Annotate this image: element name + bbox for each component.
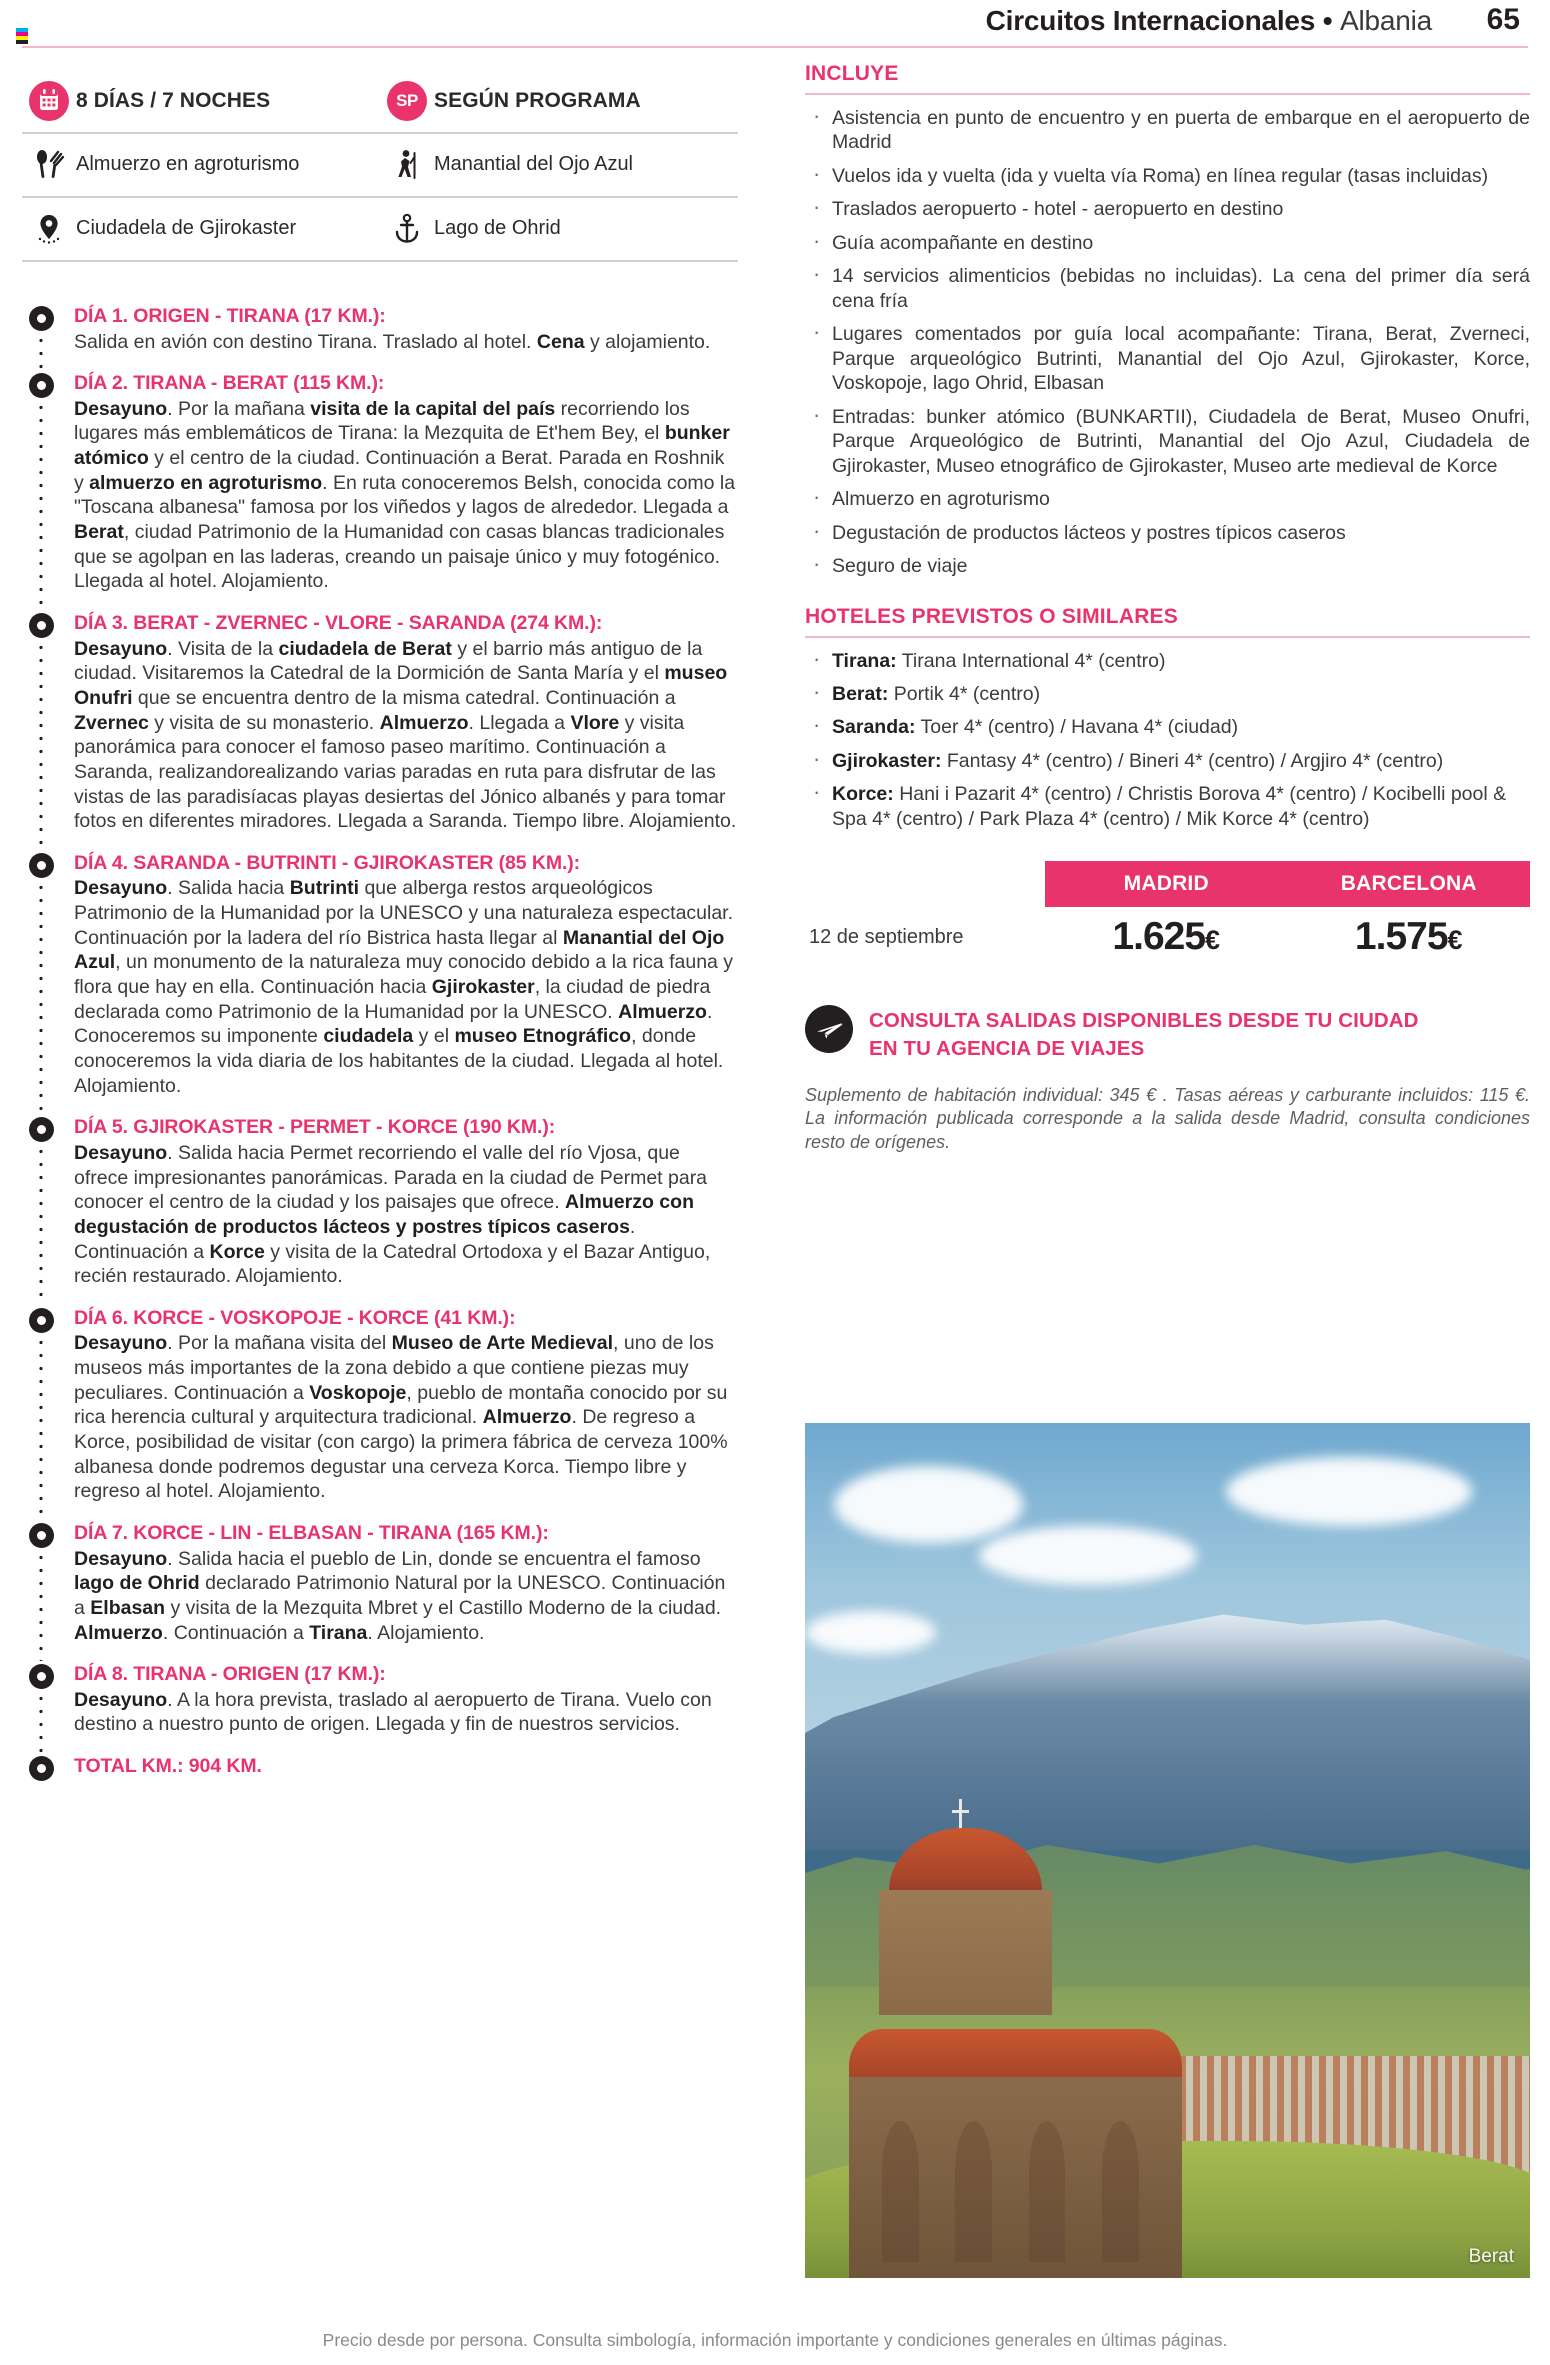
feature-label: SEGÚN PROGRAMA	[434, 88, 641, 112]
price-barcelona	[1288, 915, 1531, 959]
cloud-shape	[979, 1526, 1197, 1586]
hoteles-divider	[805, 636, 1530, 638]
table-row	[805, 915, 1530, 959]
header-divider	[22, 46, 1528, 48]
consulta-line-1: CONSULTA SALIDAS DISPONIBLES DESDE TU CIUDAD	[869, 1009, 1419, 1033]
header-title	[986, 5, 1432, 37]
day-title: DÍA 1. ORIGEN - TIRANA (17 KM.):	[74, 305, 386, 327]
day-connector	[39, 1692, 43, 1753]
day-marker-icon	[29, 1523, 54, 1548]
list-item	[805, 749, 1530, 773]
hotel-detail: Tirana International 4* (centro)	[896, 649, 1166, 672]
hotel-detail: Hani i Pazarit 4* (centro) / Christis Borova 4* (centro) / Kocibelli pool & Spa 4* (centro) / Park Plaza 4* (centro) / Mik Korce 4* (centro)	[832, 783, 1507, 830]
feature-divider	[22, 260, 738, 262]
hotel-detail: Portik 4* (centro)	[888, 682, 1041, 705]
price-value: 1.625	[1112, 915, 1206, 959]
day-title: DÍA 3. BERAT - ZVERNEC - VLORE - SARANDA (274 KM.):	[74, 612, 603, 635]
destination-photo	[805, 1423, 1530, 2278]
page-header	[0, 0, 1550, 60]
day-title: DÍA 6. KORCE - VOSKOPOJE - KORCE (41 KM.):	[74, 1306, 516, 1329]
list-item: · Vuelos ida y vuelta (ida y vuelta vía Roma) en línea regular (tasas incluidas)	[805, 164, 1530, 188]
feature-duration	[22, 70, 380, 132]
church-arch	[1029, 2121, 1066, 2262]
itinerary-day	[22, 1115, 738, 1289]
list-item: · Degustación de productos lácteos y postres típicos caseros	[805, 521, 1530, 545]
price-table-header	[805, 861, 1530, 907]
church-arch	[1102, 2121, 1139, 2262]
legal-note: Suplemento de habitación individual: 345 € . Tasas aéreas y carburante incluidos: 115 €. La información publicada corresponde a la salida desde Madrid, consulta condiciones resto de orígenes.	[805, 1084, 1530, 1152]
hoteles-section	[805, 605, 1530, 832]
total-km-label: TOTAL KM.: 904 KM.	[74, 1755, 262, 1778]
price-value: 1.575	[1354, 915, 1448, 959]
feature-row	[22, 198, 738, 260]
calendar-icon	[22, 81, 76, 121]
day-marker-icon	[29, 306, 54, 331]
day-body: Desayuno. Salida hacia Butrinti que alberga restos arqueológicos Patrimonio de la Humanidad por la UNESCO y una naturaleza espectacular. Continuación por la ladera del río Bistrica hasta llegar al Manantial del Ojo Azul, un monumento de la naturaleza muy conocido debido a la rica fauna y flora que hay en ella. Continuación hacia Gjirokaster, la ciudad de piedra declarada como Patrimonio de la Humanidad por la UNESCO. Almuerzo. Conoceremos su imponente ciudadela y el museo Etnográfico, donde conoceremos la vida diaria de los habitantes de la ciudad. Llegada al hotel. Alojamiento.	[74, 877, 734, 1097]
color-registration-marks	[16, 28, 28, 44]
hotel-detail: Toer 4* (centro) / Havana 4* (ciudad)	[915, 716, 1239, 739]
hotel-detail: Fantasy 4* (centro) / Bineri 4* (centro) / Argjiro 4* (centro)	[941, 749, 1444, 772]
hotel-city: Saranda:	[832, 716, 916, 739]
photo-church	[849, 1799, 1183, 2278]
feature-citadel	[22, 198, 380, 260]
itinerary-day	[22, 1521, 738, 1645]
day-body: Desayuno. Salida hacia Permet recorriendo el valle del río Vjosa, que ofrece impresionantes panorámicas. Parada en la ciudad de Permet para conocer el centro de la ciudad y los paisajes que ofrece. Almuerzo con degustación de productos lácteos y postres típicos caseros. Continuación a Korce y visita de la Catedral Ortodoxa y el Bazar Antiguo, recién restaurado. Alojamiento.	[74, 1141, 711, 1288]
list-item: · Traslados aeropuerto - hotel - aeropuerto en destino	[805, 197, 1530, 221]
hiker-icon	[380, 148, 434, 182]
itinerary-day	[22, 371, 738, 594]
hoteles-list	[805, 649, 1530, 832]
itinerary-list	[22, 304, 738, 1779]
total-marker-icon	[29, 1756, 54, 1781]
day-body: Salida en avión con destino Tirana. Traslado al hotel. Cena y alojamiento.	[74, 330, 711, 353]
church-body	[849, 2077, 1183, 2278]
feature-row	[22, 70, 738, 132]
day-marker-icon	[29, 1117, 54, 1142]
incluye-list	[805, 106, 1530, 579]
feature-spring	[380, 134, 738, 196]
feature-grid	[22, 70, 738, 262]
list-item	[805, 715, 1530, 739]
hotel-city: Gjirokaster:	[832, 749, 942, 772]
price-column-barcelona: BARCELONA	[1288, 861, 1531, 907]
price-column-madrid: MADRID	[1045, 861, 1288, 907]
day-marker-icon	[29, 1664, 54, 1689]
list-item: · Seguro de viaje	[805, 554, 1530, 578]
day-connector	[39, 1336, 43, 1520]
cloud-shape	[1226, 1457, 1473, 1525]
currency-symbol: €	[1447, 925, 1463, 956]
right-column	[805, 62, 1530, 1154]
hotel-city: Berat:	[832, 682, 889, 705]
header-title-destination: Albania	[1339, 5, 1432, 36]
hotel-city: Korce:	[832, 783, 894, 806]
list-item	[805, 682, 1530, 706]
page-footer: Precio desde por persona. Consulta simbología, información importante y condiciones generales en últimas páginas.	[322, 2330, 1228, 2350]
church-dome	[889, 1828, 1042, 1900]
church-arch	[955, 2121, 992, 2262]
header-title-bold: Circuitos Internacionales	[985, 5, 1316, 36]
day-title: DÍA 4. SARANDA - BUTRINTI - GJIROKASTER (85 KM.):	[74, 851, 581, 874]
list-item: · Lugares comentados por guía local acompañante: Tirana, Berat, Zverneci, Parque arqueológico Butrinti, Manantial del Ojo Azul, Gjirokaster, Korce, Voskopoje, lago Ohrid, Elbasan	[805, 322, 1530, 395]
church-drum	[879, 1890, 1052, 2014]
cloud-shape	[805, 1611, 936, 1654]
itinerary-day	[22, 1306, 738, 1504]
incluye-heading: INCLUYE	[805, 62, 899, 85]
list-item	[805, 649, 1530, 673]
incluye-divider	[805, 93, 1530, 95]
consulta-line-2: EN TU AGENCIA DE VIAJES	[869, 1036, 1145, 1060]
plane-icon	[805, 1005, 853, 1053]
day-body: Desayuno. Salida hacia el pueblo de Lin, donde se encuentra el famoso lago de Ohrid declarado Patrimonio Natural por la UNESCO. Continuación a Elbasan y visita de la Mezquita Mbret y el Castillo Moderno de la ciudad. Almuerzo. Continuación a Tirana. Alojamiento.	[74, 1547, 726, 1644]
day-connector	[39, 641, 43, 850]
day-connector	[39, 1145, 43, 1305]
anchor-icon	[380, 212, 434, 246]
day-body: Desayuno. Visita de la ciudadela de Berat y el barrio más antiguo de la ciudad. Visitaremos la Catedral de la Dormición de Santa María y el museo Onufri que se encuentra dentro de la misma catedral. Continuación a Zvernec y visita de su monasterio. Almuerzo. Llegada a Vlore y visita panorámica para conocer el famoso paseo marítimo. Continuación a Saranda, realizandorealizando varias paradas en ruta para disfrutar de las vistas de las paradisíacas playas desiertas del Jónico albanés y para tomar fotos en diferentes miradores. Llegada a Saranda. Tiempo libre. Alojamiento.	[74, 637, 737, 833]
list-item: · 14 servicios alimenticios (bebidas no incluidas). La cena del primer día será cena fría	[805, 264, 1530, 313]
itinerary-day	[22, 611, 738, 834]
feature-label: Lago de Ohrid	[434, 217, 561, 240]
feature-label: Almuerzo en agroturismo	[76, 153, 300, 176]
incluye-section	[805, 62, 1530, 579]
list-item: · Entradas: bunker atómico (BUNKARTII), Ciudadela de Berat, Museo Onufri, Parque Arqueológico de Butrinti, Manantial del Ojo Azul, Ciudadela de Gjirokaster, Museo etnográfico de Gjirokaster, Museo arte medieval de Korce	[805, 405, 1530, 478]
feature-program	[380, 70, 738, 132]
map-pin-icon	[22, 212, 76, 246]
itinerary-day	[22, 304, 738, 354]
feature-label: 8 DÍAS / 7 NOCHES	[76, 88, 271, 112]
day-marker-icon	[29, 613, 54, 638]
list-item: · Asistencia en punto de encuentro y en puerta de embarque en el aeropuerto de Madrid	[805, 106, 1530, 155]
day-marker-icon	[29, 373, 54, 398]
hoteles-heading: HOTELES PREVISTOS O SIMILARES	[805, 604, 1178, 628]
feature-label: Manantial del Ojo Azul	[434, 153, 634, 176]
left-column	[22, 70, 742, 1779]
header-separator: •	[1322, 5, 1333, 36]
currency-symbol: €	[1205, 925, 1221, 956]
price-table-corner	[805, 861, 1045, 907]
day-body: Desayuno. Por la mañana visita de la capital del país recorriendo los lugares más emblemáticos de Tirana: la Mezquita de Et'hem Bey, el bunker atómico y el centro de la ciudad. Continuación a Berat. Parada en Roshnik y almuerzo en agroturismo. En ruta conoceremos Belsh, conocida como la "Toscana albanesa" famosa por los viñedos y lagos de alrededor. Llegada a Berat, ciudad Patrimonio de la Humanidad con casas blancas tradicionales que se agolpan en las laderas, creando un paisaje único y muy fotogénico. Llegada al hotel. Alojamiento.	[74, 397, 736, 593]
day-title: DÍA 7. KORCE - LIN - ELBASAN - TIRANA (165 KM.):	[74, 1521, 549, 1544]
day-marker-icon	[29, 853, 54, 878]
feature-row	[22, 134, 738, 196]
day-title: DÍA 2. TIRANA - BERAT (115 KM.):	[74, 372, 385, 395]
day-connector	[39, 401, 43, 610]
feature-label: Ciudadela de Gjirokaster	[76, 217, 297, 240]
price-madrid	[1045, 915, 1288, 959]
sp-badge-icon: SP	[380, 81, 434, 121]
itinerary-day	[22, 1662, 738, 1737]
itinerary-total	[22, 1754, 738, 1779]
photo-caption: Berat	[1468, 2246, 1514, 2267]
feature-lake	[380, 198, 738, 260]
consulta-callout	[805, 1004, 1530, 1062]
departure-date: 12 de septiembre	[809, 925, 964, 948]
page-number: 65	[1486, 3, 1520, 36]
list-item	[805, 782, 1530, 831]
list-item: · Guía acompañante en destino	[805, 231, 1530, 255]
itinerary-day	[22, 851, 738, 1098]
feature-lunch	[22, 134, 380, 196]
list-item: · Almuerzo en agroturismo	[805, 487, 1530, 511]
day-title: DÍA 5. GJIROKASTER - PERMET - KORCE (190 KM.):	[74, 1116, 556, 1139]
cutlery-icon	[22, 148, 76, 182]
day-connector	[39, 1551, 43, 1661]
day-body: Desayuno. A la hora prevista, traslado al aeropuerto de Tirana. Vuelo con destino a nuestro punto de origen. Llegada y fin de nuestros servicios.	[74, 1688, 712, 1736]
day-marker-icon	[29, 1308, 54, 1333]
consulta-text	[869, 1004, 1419, 1062]
day-connector	[39, 881, 43, 1114]
price-table	[805, 861, 1530, 959]
cloud-shape	[834, 1466, 1023, 1543]
day-body: Desayuno. Por la mañana visita del Museo de Arte Medieval, uno de los museos más importantes de la zona debido a que contiene piezas muy peculiares. Continuación a Voskopoje, pueblo de montaña conocido por su rica herencia cultural y arquitectura tradicional. Almuerzo. De regreso a Korce, posibilidad de visitar (con cargo) la primera fábrica de cerveza 100% albanesa donde podremos degustar una cerveza Korca. Tiempo libre y regreso al hotel. Alojamiento.	[74, 1332, 728, 1503]
hotel-city: Tirana:	[832, 649, 897, 672]
day-title: DÍA 8. TIRANA - ORIGEN (17 KM.):	[74, 1663, 386, 1686]
day-connector	[39, 334, 43, 370]
church-arch	[882, 2121, 919, 2262]
